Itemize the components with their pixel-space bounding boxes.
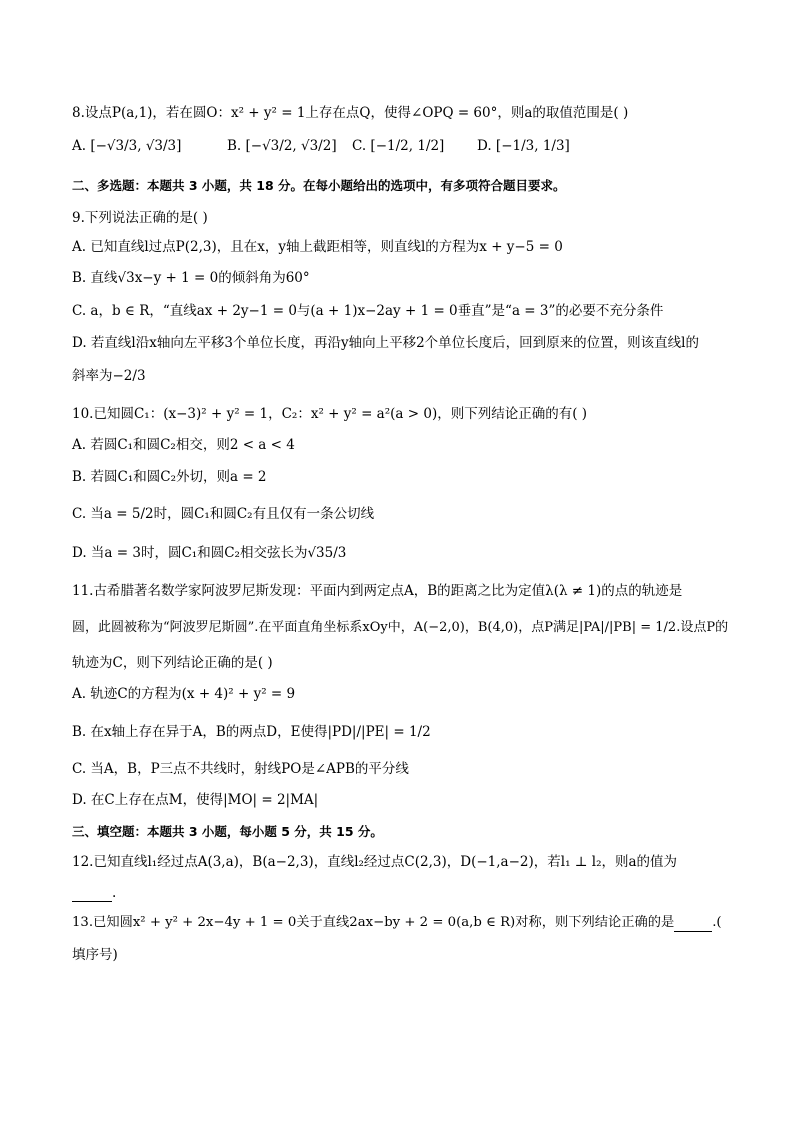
question-11-stem-line-3: 轨迹为C，则下列结论正确的是( ) [72,655,273,671]
question-9-option-a: A. 已知直线l过点P(2,3)，且在x，y轴上截距相等，则直线l的方程为x + y−5 = 0 [72,239,563,255]
question-9-option-d-continued: 斜率为−2/3 [72,368,146,384]
question-12-answer-line [72,885,732,902]
answer-blank[interactable] [674,915,712,932]
question-9-option-b: B. 直线√3x−y + 1 = 0的倾斜角为60° [72,270,310,286]
question-8-options [72,138,732,164]
question-8-stem: 8.设点P(a,1)，若在圆O：x² + y² = 1上存在点Q，使得∠OPQ = 60°，则a的取值范围是( ) [72,105,629,121]
question-12-period: . [112,885,117,901]
question-11-option-a: A. 轨迹C的方程为(x + 4)² + y² = 9 [72,686,296,702]
question-10-option-c: C. 当a = 5/2时，圆C₁和圆C₂有且仅有一条公切线 [72,506,375,522]
question-9-option-c: C. a，b ∈ R，“直线ax + 2y−1 = 0与(a + 1)x−2ay + 1 = 0垂直”是“a = 3”的必要不充分条件 [72,303,664,319]
question-13-stem [72,915,732,932]
option-c: C. [−1/2, 1/2] [352,138,445,154]
question-13-continued: 填序号) [72,947,118,963]
question-9-stem: 9.下列说法正确的是( ) [72,210,208,226]
question-11-stem-line-2: 圆，此圆被称为“阿波罗尼斯圆”.在平面直角坐标系xOy中，A(−2,0)，B(4,0)，点P满足|PA|/|PB| = 1/2.设点P的 [72,620,729,635]
option-a: A. [−√3/3, √3/3] [72,138,182,154]
question-13-tail: .( [712,915,722,930]
question-9-option-d: D. 若直线l沿x轴向左平移3个单位长度，再沿y轴向上平移2个单位长度后，回到原来的位置，则该直线l的 [72,335,699,351]
question-11-stem-line-1: 11.古希腊著名数学家阿波罗尼斯发现：平面内到两定点A，B的距离之比为定值λ(λ ≠ 1)的点的轨迹是 [72,583,683,599]
question-10-stem: 10.已知圆C₁：(x−3)² + y² = 1，C₂：x² + y² = a²(a > 0)，则下列结论正确的有( ) [72,406,588,422]
question-11-option-d: D. 在C上存在点M，使得|MO| = 2|MA| [72,792,319,808]
option-d: D. [−1/3, 1/3] [477,138,570,154]
question-11-option-b: B. 在x轴上存在异于A，B的两点D，E使得|PD|/|PE| = 1/2 [72,724,431,740]
question-10-option-d: D. 当a = 3时，圆C₁和圆C₂相交弦长为√35/3 [72,545,347,561]
option-b: B. [−√3/2, √3/2] [227,138,337,154]
section-heading-fill-in: 三、填空题：本题共 3 小题，每小题 5 分，共 15 分。 [72,824,383,839]
answer-blank[interactable] [72,885,112,902]
question-13-text: 13.已知圆x² + y² + 2x−4y + 1 = 0关于直线2ax−by + 2 = 0(a,b ∈ R)对称，则下列结论正确的是 [72,915,675,930]
question-11-option-c: C. 当A，B，P三点不共线时，射线PO是∠APB的平分线 [72,761,409,777]
question-12-stem: 12.已知直线l₁经过点A(3,a)，B(a−2,3)，直线l₂经过点C(2,3)，D(−1,a−2)，若l₁ ⊥ l₂，则a的值为 [72,854,678,870]
question-10-option-b: B. 若圆C₁和圆C₂外切，则a = 2 [72,469,267,485]
section-heading-multiple-choice: 二、多选题：本题共 3 小题，共 18 分。在每小题给出的选项中，有多项符合题目要求。 [72,178,566,193]
question-10-option-a: A. 若圆C₁和圆C₂相交，则2 < a < 4 [72,437,295,453]
